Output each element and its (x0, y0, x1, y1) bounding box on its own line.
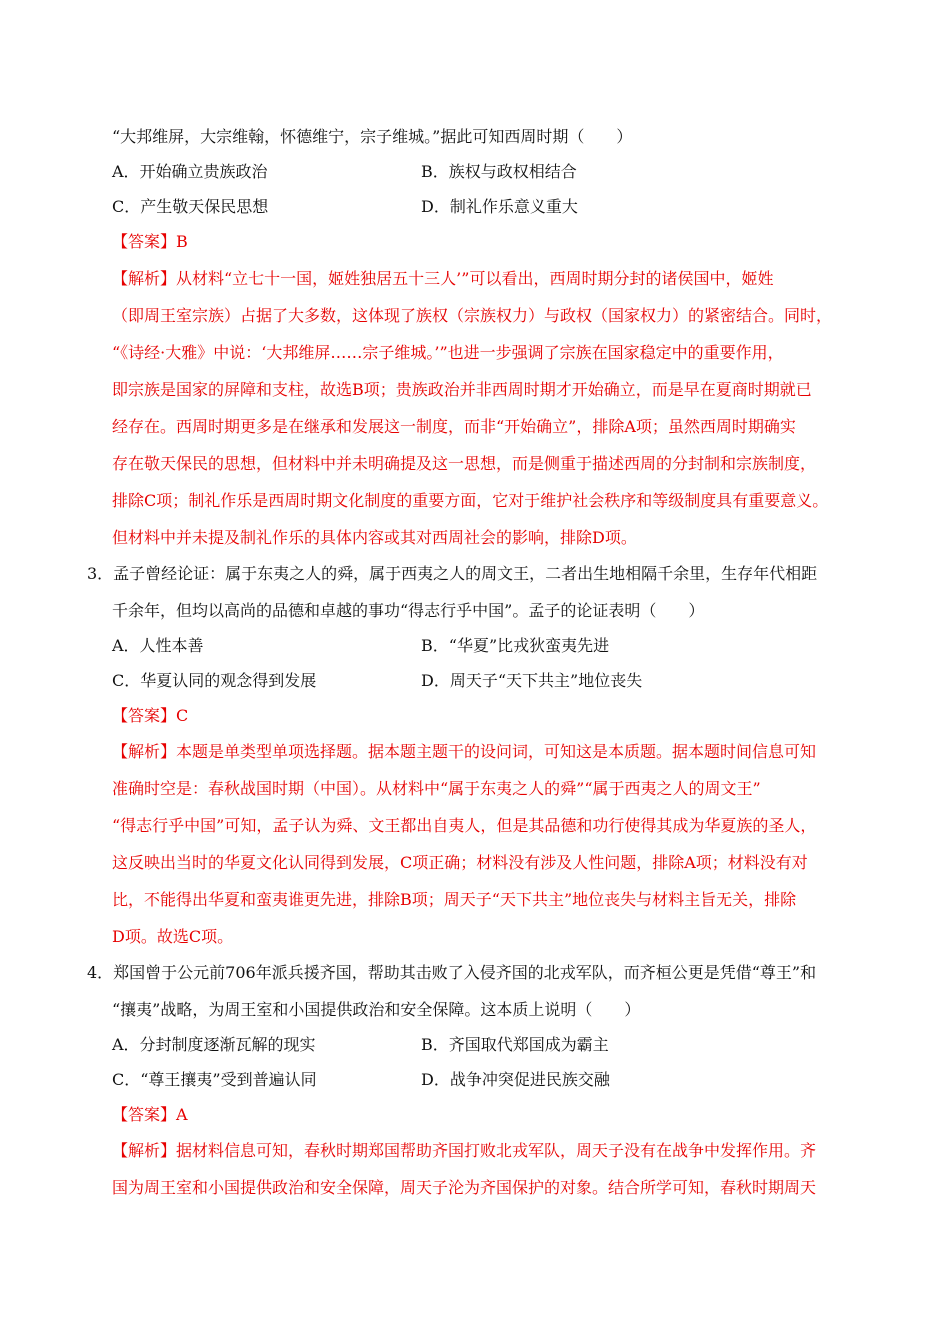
q4-option-b: B．齐国取代郑国成为霸主 (421, 1035, 609, 1054)
q2-option-c: C．产生敬天保民思想 (112, 197, 269, 216)
q4-analysis-line: 国为周王室和小国提供政治和安全保障，周天子沦为齐国保护的对象。结合所学可知，春秋时期周天 (112, 1178, 817, 1197)
q2-analysis-line: 但材料中并未提及制礼作乐的具体内容或其对西周社会的影响，排除D项。 (112, 528, 637, 547)
q2-analysis-line: 即宗族是国家的屏障和支柱，故选B项；贵族政治并非西周时期才开始确立，而是早在夏商时期就已 (112, 380, 812, 399)
q3-option-d: D．周天子“天下共主”地位丧失 (421, 671, 643, 690)
q3-analysis-line: 准确时空是：春秋战国时期（中国）。从材料中“属于东夷之人的舜”“属于西夷之人的周文王” (112, 779, 761, 798)
q3-answer: 【答案】C (112, 706, 189, 725)
q2-option-b: B．族权与政权相结合 (421, 162, 577, 181)
q2-analysis-line: 经存在。西周时期更多是在继承和发展这一制度，而非“开始确立”，排除A项；虽然西周时期确实 (112, 417, 796, 436)
q3-stem-line: 3．孟子曾经论证：属于东夷之人的舜，属于西夷之人的周文王，二者出生地相隔千余里，生存年代相距 (87, 564, 818, 583)
q3-option-c: C．华夏认同的观念得到发展 (112, 671, 317, 690)
q2-answer: 【答案】B (112, 232, 188, 251)
q2-option-a: A．开始确立贵族政治 (112, 162, 268, 181)
q3-option-b: B．“华夏”比戎狄蛮夷先进 (421, 636, 610, 655)
q2-stem: “大邦维屏，大宗维翰，怀德维宁，宗子维城。”据此可知西周时期（ ） (112, 127, 633, 146)
q4-option-c: C．“尊王攘夷”受到普遍认同 (112, 1070, 317, 1089)
q3-analysis-line: “得志行乎中国”可知，孟子认为舜、文王都出自夷人，但是其品德和功行使得其成为华夏族的圣人， (112, 816, 817, 835)
q3-analysis-line: D项。故选C项。 (112, 927, 234, 946)
q4-option-d: D．战争冲突促进民族交融 (421, 1070, 610, 1089)
q2-analysis-line: 排除C项；制礼作乐是西周时期文化制度的重要方面，它对于维护社会秩序和等级制度具有重要意义。 (112, 491, 829, 510)
q3-analysis-line: 比，不能得出华夏和蛮夷谁更先进，排除B项；周天子“天下共主”地位丧失与材料主旨无关，排除 (112, 890, 797, 909)
q3-stem-line: 千余年，但均以高尚的品德和卓越的事功“得志行乎中国”。孟子的论证表明（ ） (112, 601, 705, 620)
q2-option-d: D．制礼作乐意义重大 (421, 197, 578, 216)
q4-stem-line: 4．郑国曾于公元前706年派兵援齐国，帮助其击败了入侵齐国的北戎军队，而齐桓公更是凭借“尊王”和 (87, 963, 817, 982)
q3-option-a: A．人性本善 (112, 636, 204, 655)
q4-analysis-line: 【解析】据材料信息可知，春秋时期郑国帮助齐国打败北戎军队，周天子没有在战争中发挥作用。齐 (112, 1141, 817, 1160)
q4-stem-line: “攘夷”战略，为周王室和小国提供政治和安全保障。这本质上说明（ ） (112, 1000, 641, 1019)
q2-analysis-line: 【解析】从材料“立七十一国，姬姓独居五十三人’”可以看出，西周时期分封的诸侯国中，姬姓 (112, 269, 774, 288)
q4-option-a: A．分封制度逐渐瓦解的现实 (112, 1035, 316, 1054)
q2-analysis-line: 存在敬天保民的思想，但材料中并未明确提及这一思想，而是侧重于描述西周的分封制和宗族制度， (112, 454, 817, 473)
q4-answer: 【答案】A (112, 1105, 188, 1124)
q3-analysis-line: 【解析】本题是单类型单项选择题。据本题主题干的设问词，可知这是本质题。据本题时间信息可知 (112, 742, 817, 761)
q2-analysis-line: （即周王室宗族）占据了大多数，这体现了族权（宗族权力）与政权（国家权力）的紧密结合。同时， (112, 306, 833, 325)
q3-analysis-line: 这反映出当时的华夏文化认同得到发展，C项正确；材料没有涉及人性问题，排除A项；材料没有对 (112, 853, 808, 872)
q2-analysis-line: “《诗经·大雅》中说：‘大邦维屏……宗子维城。’”也进一步强调了宗族在国家稳定中的重要作用， (112, 343, 784, 362)
